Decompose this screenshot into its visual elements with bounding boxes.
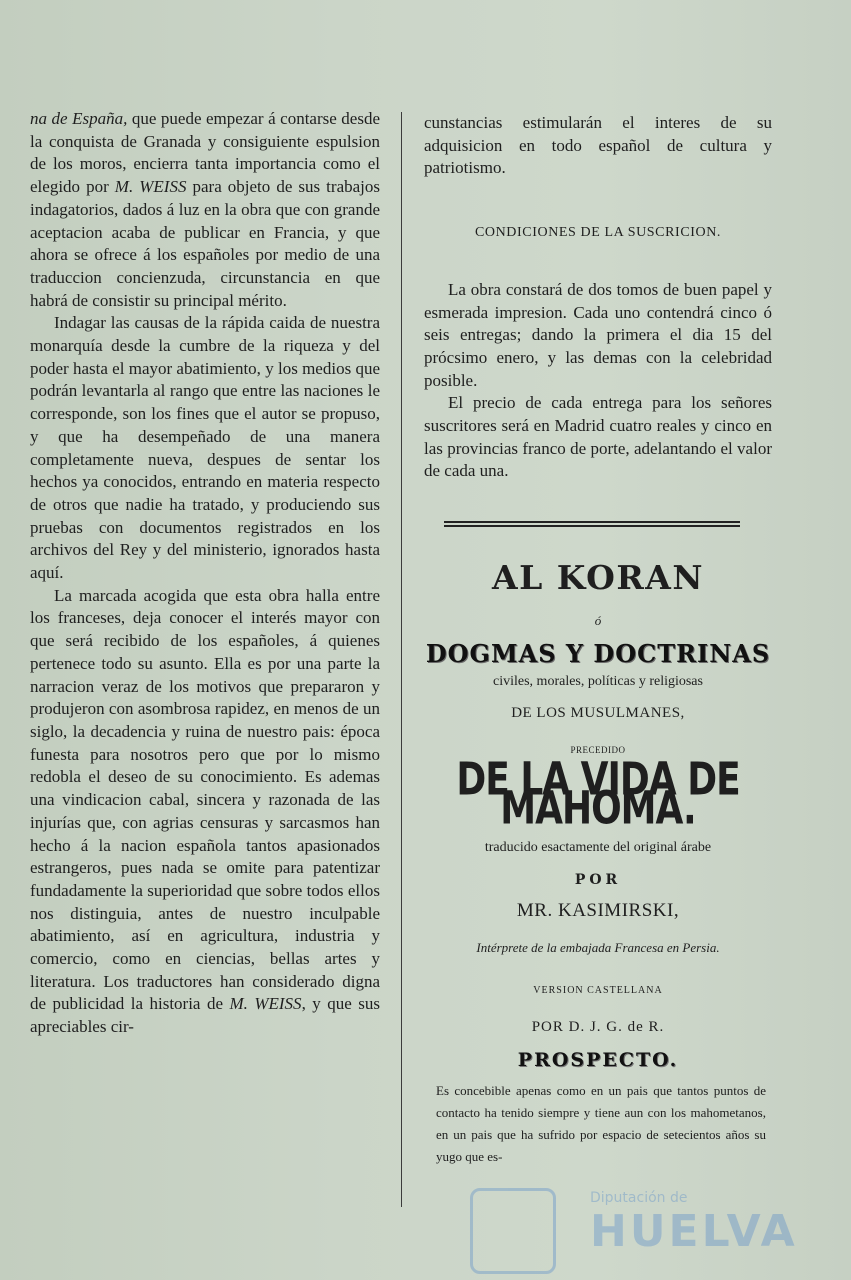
- archive-watermark: [470, 1170, 798, 1270]
- watermark-top-text: Diputación de: [590, 1190, 688, 1206]
- left-p3-text: La marcada acogida que esta obra halla entre los franceses, deja conocer el interés mayor con que será recibido de los españoles, á quienes pertenece todo su asunto. Ella es por una parte la narracion veraz de los motivos que prepararon y produjeron con asombrosa rapidez, en menos de un siglo, la decadencia y ruina de nuestro pais: época funesta para nosotros pero que por lo mismo redobla el deseo de su conocimiento. Es ademas una vindicacion cabal, sincera y razonada de las injurías que, con agrias censuras y sarcasmos han hecho á la nacion española tantos apasionados estrangeros, pues nada se omite para patentizar fundadamente la superioridad que sobre todos ellos nos distinguia, antes de nuestro inculpable abatimiento, así en agricultura, industria y comercio, como en ciencias, bellas artes y literatura. Los traductores han considerado digna de publicidad la historia de: [30, 585, 380, 1014]
- precedido-label: PRECEDIDO: [570, 744, 626, 755]
- watermark-emblem-icon: [470, 1188, 556, 1274]
- author-role: Intérprete de la embajada Francesa en Persia.: [476, 939, 720, 955]
- left-paragraph-1: [30, 108, 380, 312]
- version-label: VERSION CASTELLANA: [533, 984, 663, 996]
- left-p1-author: M. WEISS: [114, 177, 187, 197]
- left-p1-rest: que puede empezar á contarse desde la conquista de Granada y consiguiente espulsion de los moros, encierra tanta importancia como el elegido por: [30, 109, 381, 197]
- subtitle-civiles: civiles, morales, políticas y religiosas: [493, 674, 703, 690]
- left-column: [30, 108, 380, 1039]
- left-p3-author: M. WEISS: [229, 994, 302, 1014]
- koran-title: AL KORAN: [491, 558, 705, 598]
- subtitle-musulmanes: DE LOS MUSULMANES,: [511, 704, 685, 721]
- double-rule-divider: [444, 521, 740, 527]
- prospecto-heading: PROSPECTO.: [517, 1048, 679, 1071]
- translation-note: traducido esactamente del original árabe: [484, 839, 712, 855]
- prospecto-paragraph: Es concebible apenas como en un pais que tantos puntos de contacto ha tenido siempre y tiene aun con los mahometanos, en un pais que ha sufrido por espacio de setecientos años su yugo que es-: [436, 1082, 766, 1164]
- column-divider: [401, 112, 402, 1207]
- vida-mahoma-title: DE LA VIDA DE MAHOMA.: [456, 754, 740, 835]
- watermark-main-text: HUELVA: [590, 1206, 798, 1257]
- conditions-paragraph-2: El precio de cada entrega para los señores suscritores será en Madrid cuatro reales y cinco en las provincias franco de porte, adelantando el valor de cada una.: [424, 393, 772, 481]
- right-column: [424, 112, 772, 1168]
- conditions-paragraph-1: La obra constará de dos tomos de buen papel y esmerada impresion. Cada uno contendrá cinco ó seis entregas; dando la primera el dia 15 del prócsimo enero, y las demas con la celebridad posible.: [424, 279, 772, 390]
- por-decorative: POR: [574, 872, 622, 889]
- left-paragraph-3: [30, 585, 380, 1039]
- author-name: MR. KASIMIRSKI,: [516, 900, 680, 922]
- prospecto-body: [436, 1080, 766, 1168]
- dogmas-title: DOGMAS Y DOCTRINAS: [425, 638, 771, 668]
- left-p3-end: , y que sus apreciables cir-: [30, 994, 380, 1037]
- left-paragraph-2: Indagar las causas de la rápida caida de nuestra monarquía desde la cumbre de la riqueza y del poder hasta el mayor abatimiento, y los medios que podrán levantarla al rango que entre las naciones le corresponde, son los fines que el autor se propuso, y que ha desempeñado de una manera completamente nueva, despues de sentar los hechos ya conocidos, entrando en materia respecto de otros que nadie ha tratado, y produciendo sus pruebas con documentos registrados en los archivos del Rey y del ministerio, ignorados hasta aquí.: [30, 313, 380, 583]
- right-intro: cunstancias estimularán el interes de su adquisicion en todo español de cultura y patriotismo.: [424, 113, 772, 178]
- left-p1-end: para objeto de sus trabajos indagatorios, dados á luz en la obra que con grande aceptacion acaba de publicar en Francia, y que ahora se ofrece á los españoles por medio de una traduccion concienzuda, circunstancia en que habrá de consistir su principal mérito.: [30, 177, 380, 310]
- translator-credit: POR D. J. G. de R.: [531, 1019, 665, 1036]
- left-p1-italic: na de España,: [30, 109, 128, 128]
- conditions-heading: CONDICIONES DE LA SUSCRICION.: [474, 225, 722, 241]
- title-conjunction: ó: [594, 612, 602, 628]
